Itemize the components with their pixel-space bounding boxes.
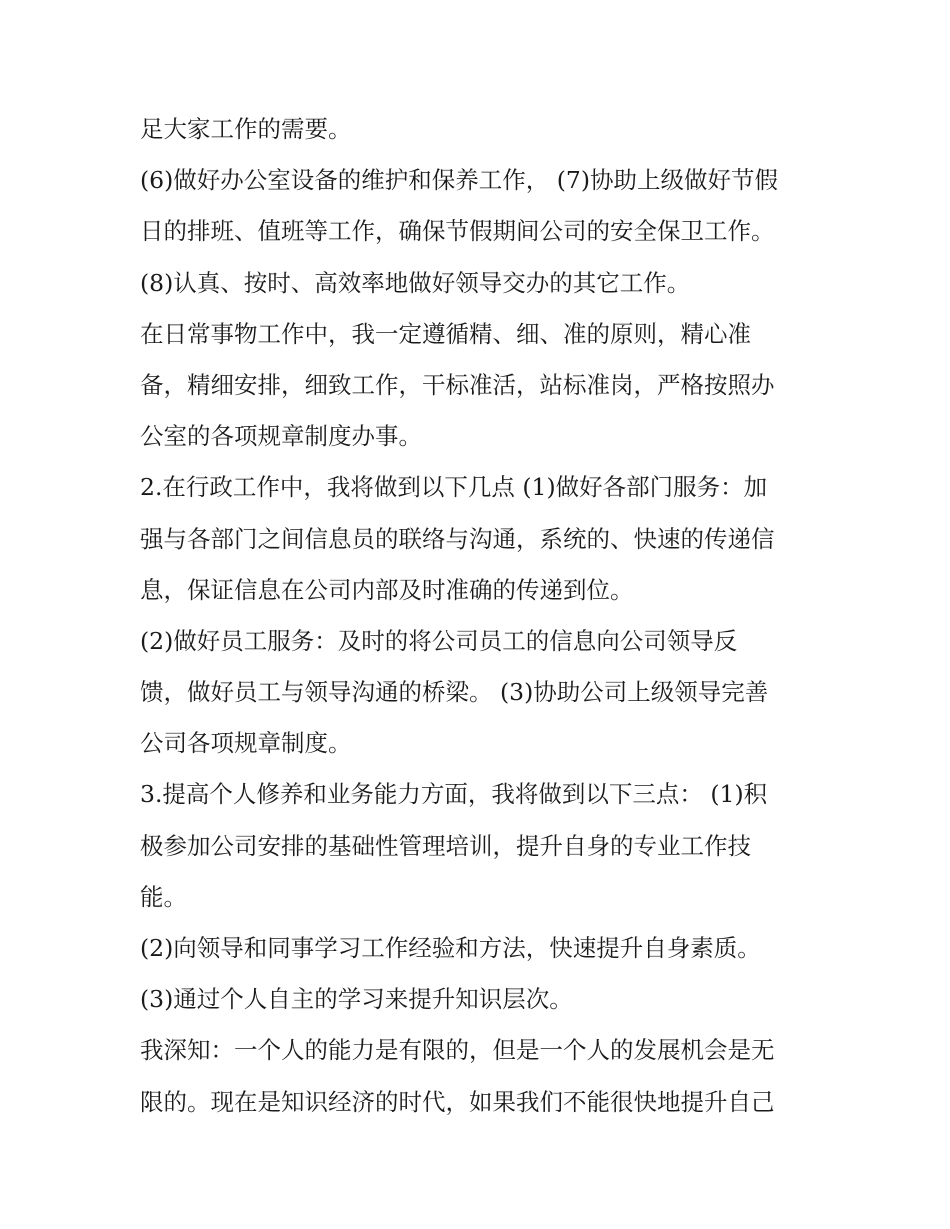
text-line: 极参加公司安排的基础性管理培训，提升自身的专业工作技 — [140, 831, 751, 860]
text-line: (2)向领导和同事学习工作经验和方法，快速提升自身素质。 — [140, 934, 761, 962]
text-line: 在日常事物工作中，我一定遵循精、细、准的原则，精心准 — [140, 319, 751, 348]
text-line: (2)做好员工服务：及时的将公司员工的信息向公司领导反 — [140, 626, 738, 655]
text-line: (6)做好办公室设备的维护和保养工作， (7)协助上级做好节假 — [140, 166, 779, 195]
text-line: 息，保证信息在公司内部及时准确的传递到位。 — [140, 575, 634, 604]
text-line: 能。 — [140, 882, 187, 911]
text-line: 我深知：一个人的能力是有限的，但是一个人的发展机会是无 — [140, 1036, 775, 1065]
text-line: 公室的各项规章制度办事。 — [140, 422, 422, 451]
text-line: 限的。现在是知识经济的时代，如果我们不能很快地提升自己 — [140, 1087, 775, 1116]
text-line: 日的排班、值班等工作，确保节假期间公司的安全保卫工作。 — [140, 217, 775, 246]
text-line: (3)通过个人自主的学习来提升知识层次。 — [140, 985, 573, 1014]
text-line: 强与各部门之间信息员的联络与沟通，系统的、快速的传递信 — [140, 524, 775, 553]
text-line: 馈，做好员工与领导沟通的桥梁。 (3)协助公司上级领导完善 — [140, 678, 769, 707]
text-line: 公司各项规章制度。 — [140, 729, 352, 758]
text-line: 3.提高个人修养和业务能力方面，我将做到以下三点： (1)积 — [140, 780, 768, 809]
text-line: 备，精细安排，细致工作，干标准活，站标准岗，严格按照办 — [140, 370, 775, 399]
text-line: 2.在行政工作中，我将做到以下几点 (1)做好各部门服务：加 — [140, 473, 768, 502]
text-line: 足大家工作的需要。 — [140, 115, 352, 143]
document-body — [140, 104, 820, 1128]
text-line: (8)认真、按时、高效率地做好领导交办的其它工作。 — [140, 268, 691, 297]
